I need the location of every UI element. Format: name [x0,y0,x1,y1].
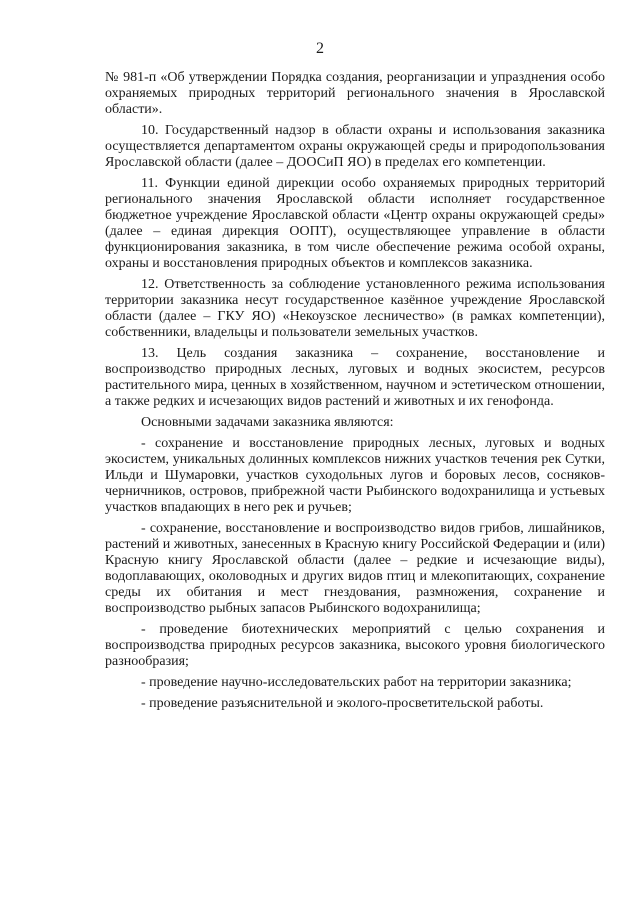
paragraph-12: 12. Ответственность за соблюдение установленного режима использования территории заказника несут государственное казённое учреждение Ярославской области (далее – ГКУ ЯО) «Некоузское лесничество» (в рамках компетенции), собственники, владельцы и пользователи земельных участков. [105,277,605,340]
task-item: - проведение научно-исследовательских работ на территории заказника; [141,675,572,690]
tasks-intro: Основными задачами заказника являются: [141,415,394,430]
page-number: 2 [316,40,324,57]
task-item: - сохранение, восстановление и воспроизводство видов грибов, лишайников, растений и животных, занесенных в Красную книгу Российской Федерации и (или) Красную книгу Ярославской области (далее – редкие и исчезающие виды), водоплавающих, околоводных и других видов птиц и млекопитающих, сохранение среды их обитания и мест гнездования, размножения, сохранение и воспроизводство рыбных запасов Рыбинского водохранилища; [105,521,605,616]
task-item: - проведение разъяснительной и эколого-просветительской работы. [141,696,544,711]
paragraph-13: 13. Цель создания заказника – сохранение, восстановление и воспроизводство природных лесных, луговых и водных экосистем, ресурсов растительного мира, ценных в хозяйственном, научном и эстетическом отношении, а также редких и исчезающих видов растений и животных и их генофонда. [105,346,605,409]
paragraph-continuation: № 981-п «Об утверждении Порядка создания, реорганизации и упразднения особо охраняемых природных территорий регионального значения в Ярославской области». [105,70,605,117]
task-item: - сохранение и восстановление природных лесных, луговых и водных экосистем, уникальных долинных комплексов нижних участков течения рек Сутки, Ильди и Шумаровки, участков суходольных лугов и боровых лесов, сосняков-черничников, островов, прибрежной части Рыбинского водохранилища и устьевых участков впадающих в него рек и ручьев; [105,436,605,515]
paragraph-10: 10. Государственный надзор в области охраны и использования заказника осуществляется департаментом охраны окружающей среды и природопользования Ярославской области (далее – ДООСиП ЯО) в пределах его компетенции. [105,123,605,170]
document-body [105,70,605,717]
paragraph-11: 11. Функции единой дирекции особо охраняемых природных территорий регионального значения Ярославской области исполняет государственное бюджетное учреждение Ярославской области «Центр охраны окружающей среды» (далее – единая дирекция ООПТ), осуществляющее управление в области функционирования заказника, в том числе обеспечение режима особой охраны, охраны и восстановления природных объектов и комплексов заказника. [105,176,605,271]
task-item: - проведение биотехнических мероприятий с целью сохранения и воспроизводства природных ресурсов заказника, высокого уровня биологического разнообразия; [105,622,605,669]
